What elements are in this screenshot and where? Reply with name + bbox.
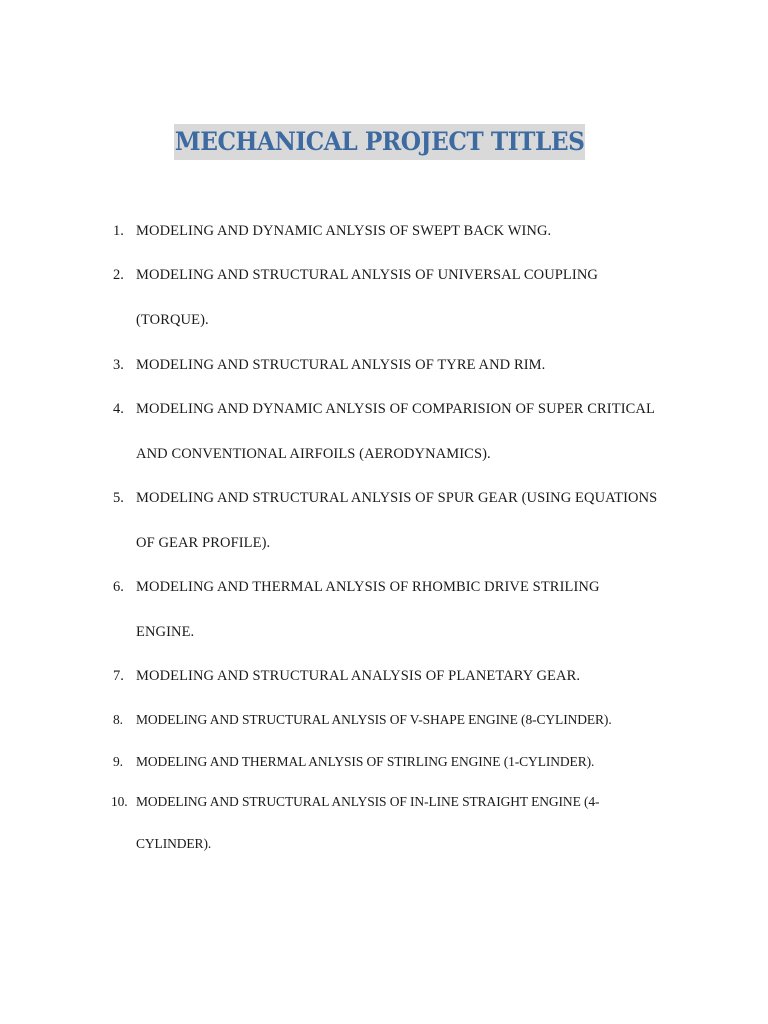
list-item-text: MODELING AND STRUCTURAL ANLYSIS OF UNIVERSAL COUPLING bbox=[136, 267, 598, 283]
page-title-text: MECHANICAL PROJECT TITLES bbox=[174, 127, 585, 156]
list-item-number: 9. bbox=[113, 754, 123, 769]
list-item-number: 2. bbox=[113, 267, 124, 283]
list-item-number: 5. bbox=[113, 490, 124, 506]
list-item-number: 10. bbox=[111, 794, 128, 809]
list-item-text-continued: ENGINE. bbox=[136, 624, 195, 640]
list-item-text: MODELING AND THERMAL ANLYSIS OF STIRLING ENGINE (1-CYLINDER). bbox=[136, 754, 595, 769]
list-item-number: 1. bbox=[113, 223, 124, 239]
list-item-number: 4. bbox=[113, 401, 124, 417]
list-item-text: MODELING AND DYNAMIC ANLYSIS OF SWEPT BACK WING. bbox=[136, 223, 552, 239]
list-item-number: 6. bbox=[113, 579, 124, 595]
list-item-text: MODELING AND STRUCTURAL ANALYSIS OF PLANETARY GEAR. bbox=[136, 668, 581, 684]
list-item-number: 3. bbox=[113, 357, 124, 373]
list-item-text-continued: AND CONVENTIONAL AIRFOILS (AERODYNAMICS). bbox=[136, 446, 491, 462]
list-item-text: MODELING AND STRUCTURAL ANLYSIS OF TYRE AND RIM. bbox=[136, 357, 546, 373]
page-title bbox=[174, 124, 585, 160]
list-item-text: MODELING AND DYNAMIC ANLYSIS OF COMPARISION OF SUPER CRITICAL bbox=[136, 401, 655, 417]
list-item-text: MODELING AND THERMAL ANLYSIS OF RHOMBIC DRIVE STRILING bbox=[136, 579, 600, 595]
list-item-number: 8. bbox=[113, 712, 123, 727]
list-item-number: 7. bbox=[113, 668, 124, 684]
list-item-text-continued: (TORQUE). bbox=[136, 312, 209, 328]
list-item-text-continued: OF GEAR PROFILE). bbox=[136, 535, 271, 551]
list-item-text: MODELING AND STRUCTURAL ANLYSIS OF IN-LINE STRAIGHT ENGINE (4- bbox=[136, 794, 600, 809]
list-item-text-continued: CYLINDER). bbox=[136, 836, 212, 851]
list-item-text: MODELING AND STRUCTURAL ANLYSIS OF V-SHAPE ENGINE (8-CYLINDER). bbox=[136, 712, 612, 727]
list-item-text: MODELING AND STRUCTURAL ANLYSIS OF SPUR GEAR (USING EQUATIONS bbox=[136, 490, 658, 506]
